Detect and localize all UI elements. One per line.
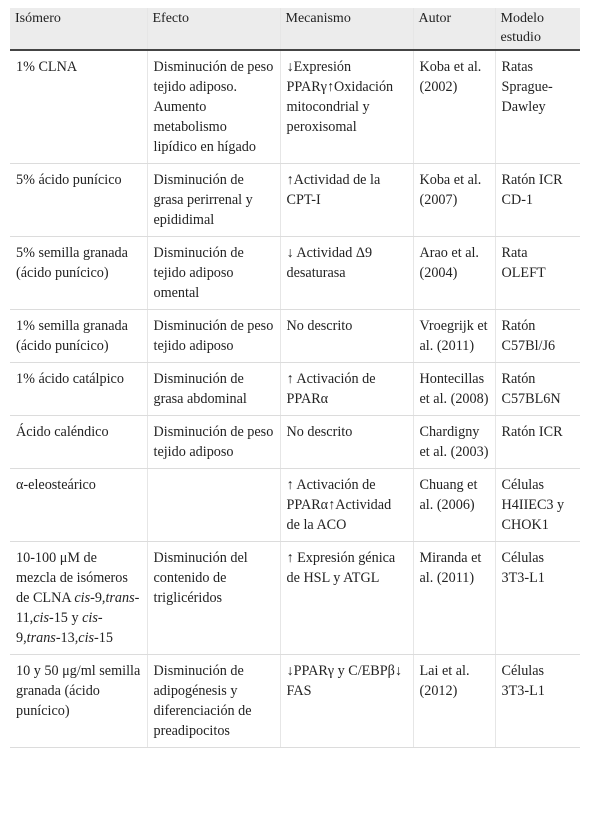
header-isomero: Isómero: [10, 8, 147, 50]
cell-mecanismo: ↓PPARγ y C/EBPβ↓ FAS: [280, 655, 413, 748]
cell-autor: Chuang et al. (2006): [413, 469, 495, 542]
cell-efecto: Disminución de peso tejido adiposo: [147, 310, 280, 363]
cell-efecto: Disminución de peso tejido adiposo. Aumento metabolismo lipídico en hígado: [147, 50, 280, 164]
data-table: [10, 8, 580, 748]
cell-modelo: Células 3T3-L1: [495, 542, 580, 655]
cell-isomero: 10-100 μM de mezcla de isómeros de CLNA cis-9,trans-11,cis-15 y cis-9,trans-13,cis-15: [10, 542, 147, 655]
table-row: [10, 363, 580, 416]
cell-autor: Vroegrijk et al. (2011): [413, 310, 495, 363]
table-row: [10, 310, 580, 363]
cell-mecanismo: ↑ Activación de PPARα: [280, 363, 413, 416]
cell-isomero: Ácido caléndico: [10, 416, 147, 469]
cell-autor: Koba et al. (2007): [413, 164, 495, 237]
table-row: [10, 50, 580, 164]
cell-autor: Lai et al. (2012): [413, 655, 495, 748]
header-row: [10, 8, 580, 50]
cell-mecanismo: ↑ Expresión génica de HSL y ATGL: [280, 542, 413, 655]
cell-efecto: Disminución de adipogénesis y diferenciación de preadipocitos: [147, 655, 280, 748]
cell-modelo: Células H4IIEC3 y CHOK1: [495, 469, 580, 542]
header-mecanismo: Mecanismo: [280, 8, 413, 50]
cell-isomero: 1% CLNA: [10, 50, 147, 164]
cell-mecanismo: ↑ Activación de PPARα↑Actividad de la ACO: [280, 469, 413, 542]
cell-autor: Hontecillas et al. (2008): [413, 363, 495, 416]
cell-mecanismo: No descrito: [280, 416, 413, 469]
cell-isomero: 1% semilla granada (ácido punícico): [10, 310, 147, 363]
header-efecto: Efecto: [147, 8, 280, 50]
cell-modelo: Ratón C57BL6N: [495, 363, 580, 416]
cell-autor: Arao et al. (2004): [413, 237, 495, 310]
cell-autor: Miranda et al. (2011): [413, 542, 495, 655]
cell-mecanismo: ↑Actividad de la CPT-I: [280, 164, 413, 237]
cell-efecto: [147, 469, 280, 542]
cell-autor: Koba et al. (2002): [413, 50, 495, 164]
table-row: [10, 469, 580, 542]
cell-mecanismo: ↓ Actividad Δ9 desaturasa: [280, 237, 413, 310]
cell-mecanismo: ↓Expresión PPARγ↑Oxidación mitocondrial y peroxisomal: [280, 50, 413, 164]
cell-modelo: Ratón ICR CD-1: [495, 164, 580, 237]
cell-efecto: Disminución de grasa perirrenal y epididimal: [147, 164, 280, 237]
table-row: [10, 416, 580, 469]
table-row: [10, 655, 580, 748]
cell-isomero: α-eleosteárico: [10, 469, 147, 542]
cell-efecto: Disminución de tejido adiposo omental: [147, 237, 280, 310]
cell-efecto: Disminución de grasa abdominal: [147, 363, 280, 416]
table-container: [10, 8, 580, 748]
cell-isomero: 5% ácido punícico: [10, 164, 147, 237]
cell-modelo: Células 3T3-L1: [495, 655, 580, 748]
table-row: [10, 164, 580, 237]
cell-efecto: Disminución del contenido de triglicéridos: [147, 542, 280, 655]
cell-mecanismo: No descrito: [280, 310, 413, 363]
cell-isomero: 10 y 50 μg/ml semilla granada (ácido punícico): [10, 655, 147, 748]
header-autor: Autor: [413, 8, 495, 50]
header-modelo: Modelo estudio: [495, 8, 580, 50]
cell-isomero: 1% ácido catálpico: [10, 363, 147, 416]
cell-modelo: Ratón ICR: [495, 416, 580, 469]
cell-modelo: Ratón C57Bl/J6: [495, 310, 580, 363]
cell-efecto: Disminución de peso tejido adiposo: [147, 416, 280, 469]
cell-modelo: Rata OLEFT: [495, 237, 580, 310]
table-row: [10, 237, 580, 310]
cell-isomero: 5% semilla granada (ácido punícico): [10, 237, 147, 310]
table-row: [10, 542, 580, 655]
cell-autor: Chardigny et al. (2003): [413, 416, 495, 469]
cell-modelo: Ratas Sprague-Dawley: [495, 50, 580, 164]
